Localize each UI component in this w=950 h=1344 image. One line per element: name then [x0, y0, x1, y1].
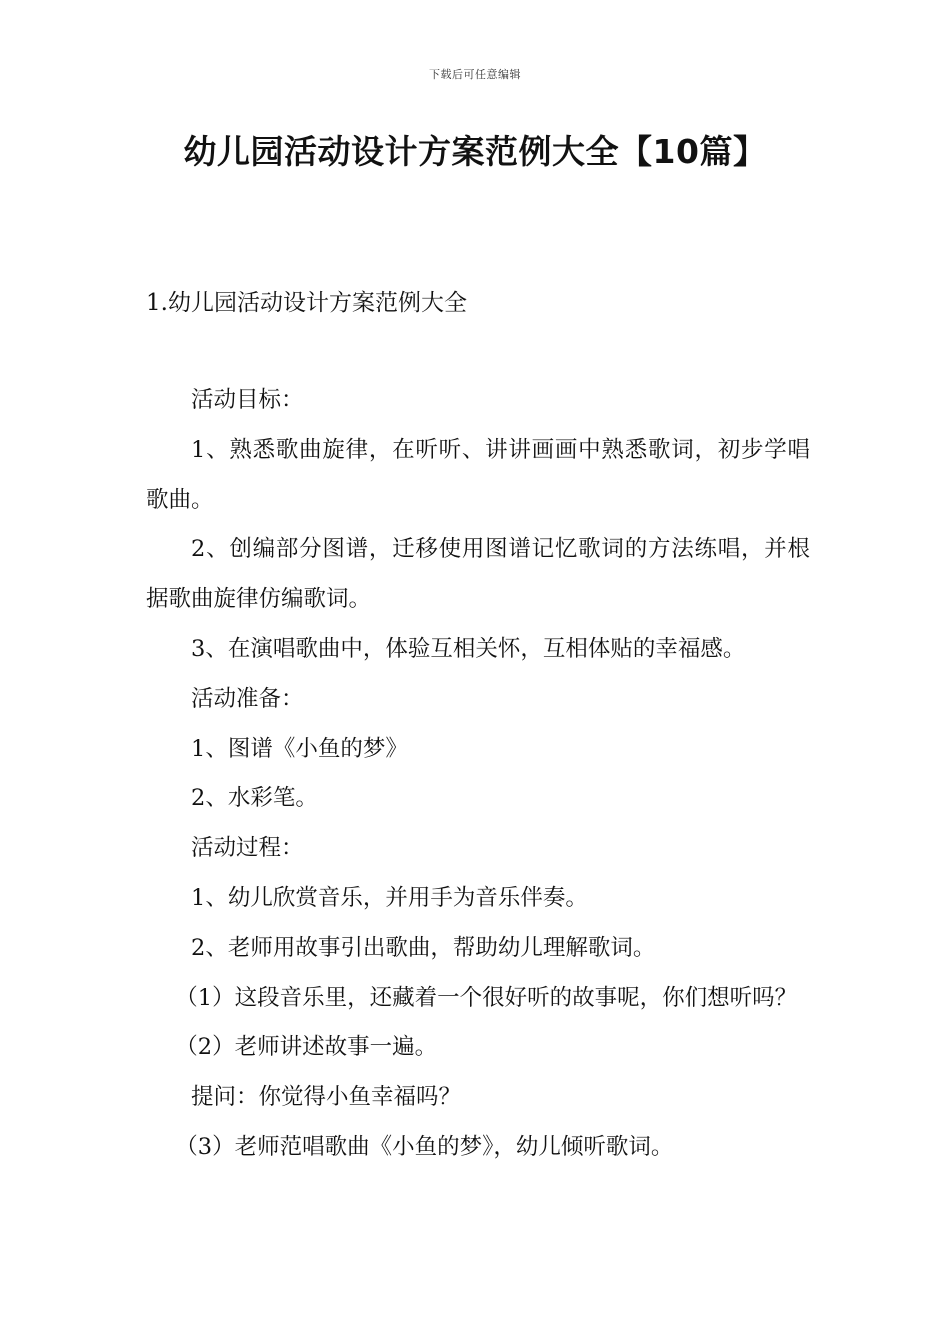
section-heading: 1.幼儿园活动设计方案范例大全: [146, 290, 467, 316]
paragraph-objective-2: 2、创编部分图谱，迁移使用图谱记忆歌词的方法练唱，并根据歌曲旋律仿编歌词。: [146, 536, 810, 613]
document-body: [146, 376, 810, 1173]
paragraph-preparation-label: 活动准备：: [191, 685, 304, 712]
paragraph-preparation-2: 2、水彩笔。: [191, 785, 318, 812]
paragraph-process-2-1: （1）这段音乐里，还藏着一个很好听的故事呢，你们想听吗？: [175, 984, 798, 1011]
paragraph-question: 提问：你觉得小鱼幸福吗？: [191, 1084, 462, 1111]
paragraph-objectives-label: 活动目标：: [191, 387, 304, 413]
header-note: 下载后可任意编辑: [429, 68, 521, 81]
paragraph-process-1: 1、幼儿欣赏音乐，并用手为音乐伴奏。: [191, 884, 588, 911]
document-title: 幼儿园活动设计方案范例大全【10篇】: [183, 132, 767, 171]
paragraph-process-2: 2、老师用故事引出歌曲，帮助幼儿理解歌词。: [191, 934, 656, 961]
paragraph-process-label: 活动过程：: [191, 835, 304, 862]
paragraph-process-2-2: （2）老师讲述故事一遍。: [175, 1034, 438, 1061]
paragraph-preparation-1: 1、图谱《小鱼的梦》: [191, 735, 408, 762]
paragraph-objective-3: 3、在演唱歌曲中，体验互相关怀，互相体贴的幸福感。: [191, 635, 746, 662]
paragraph-process-2-3: （3）老师范唱歌曲《小鱼的梦》，幼儿倾听歌词。: [175, 1133, 674, 1160]
paragraph-objective-1: 1、熟悉歌曲旋律，在听听、讲讲画画中熟悉歌词，初步学唱歌曲。: [146, 436, 810, 513]
